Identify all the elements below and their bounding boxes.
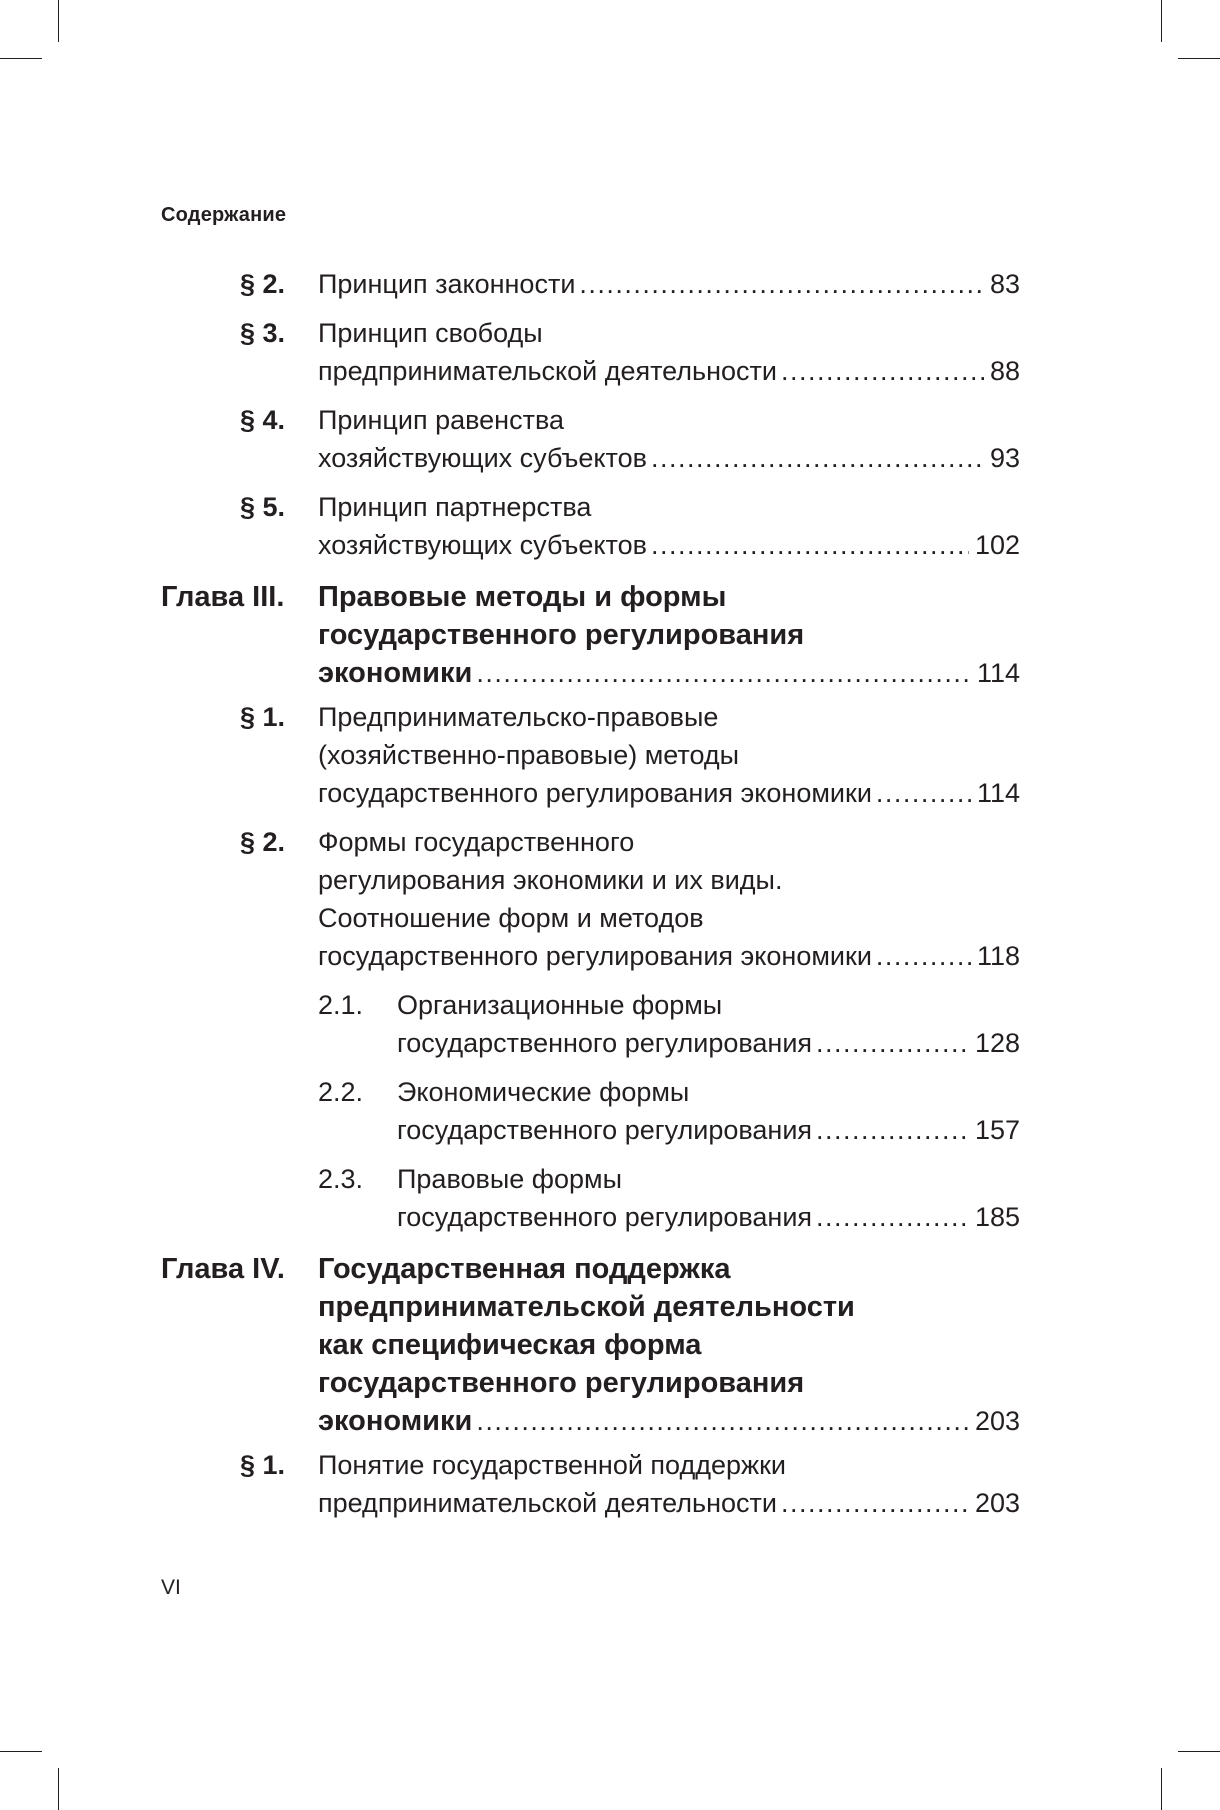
dot-leader: [816, 1024, 969, 1062]
toc-entry: [0, 488, 1220, 564]
toc-entry-title: [318, 488, 1020, 564]
toc-page-number: 88: [989, 356, 1020, 386]
toc-entry: [0, 265, 1220, 303]
toc-page-number: 128: [974, 1028, 1020, 1058]
toc-page-number: 102: [974, 530, 1020, 560]
toc-entry-number: 2.2.: [318, 1077, 364, 1107]
toc-title-line: [397, 1198, 1020, 1236]
toc-title-line: Правовые методы и формы: [318, 581, 727, 613]
toc-entry: [0, 401, 1220, 477]
dot-leader: [476, 654, 971, 692]
crop-mark-top-right: [1161, 0, 1162, 42]
toc-entry-number: § 3.: [240, 318, 286, 348]
toc-title-text: государственного регулирования: [397, 1115, 813, 1145]
crop-mark-top-left: [58, 0, 59, 42]
toc-title-line: Принцип равенства: [318, 405, 565, 435]
toc-entry-title: [318, 698, 1020, 812]
dot-leader: [476, 1402, 969, 1440]
dot-leader: [876, 937, 971, 975]
crop-mark-top-left-h: [0, 58, 42, 59]
toc-entry: [0, 314, 1220, 390]
toc-title-line: Формы государственного: [318, 827, 635, 857]
toc-title-line: Экономические формы: [397, 1077, 690, 1107]
toc-title-line: Принцип свободы: [318, 318, 543, 348]
toc-title-line: регулирования экономики и их виды.: [318, 865, 783, 895]
toc-page-number: 114: [976, 778, 1020, 808]
toc-page-number: 203: [974, 1488, 1020, 1518]
toc-entry: [0, 986, 1220, 1062]
dot-leader: [781, 1484, 969, 1522]
toc-title-text: хозяйствующих субъектов: [318, 530, 647, 560]
dot-leader: [876, 774, 971, 812]
toc-entry-title: [318, 265, 1020, 303]
dot-leader: [816, 1111, 969, 1149]
toc-title-line: [318, 265, 1020, 303]
toc-entry-number: § 2.: [240, 827, 286, 857]
toc-entry-title: [397, 1073, 1020, 1149]
toc-title-line: [318, 352, 1020, 390]
toc-entry-title: [318, 401, 1020, 477]
toc-title-line: как специфическая форма: [318, 1329, 702, 1361]
toc-title-line: [318, 1484, 1020, 1522]
crop-mark-bottom-left: [58, 1768, 59, 1810]
toc-page-number: 114: [976, 658, 1020, 688]
toc-entry-title: [318, 1446, 1020, 1522]
toc-page-number: 93: [989, 443, 1020, 473]
toc-title-text: Принцип законности: [318, 269, 576, 299]
toc-title-text: предпринимательской деятельности: [318, 356, 777, 386]
crop-mark-bottom-left-h: [0, 1751, 42, 1752]
toc-entry-title: [318, 1250, 1020, 1440]
toc-title-line: [397, 1111, 1020, 1149]
toc-page-number: 203: [974, 1406, 1020, 1436]
dot-leader: [781, 352, 984, 390]
toc-entry-number: § 4.: [240, 405, 286, 435]
toc-title-text: экономики: [318, 1405, 473, 1437]
toc-title-line: [318, 937, 1020, 975]
toc-title-text: государственного регулирования экономики: [318, 778, 872, 808]
toc-entry-title: [397, 986, 1020, 1062]
toc-title-text: государственного регулирования: [397, 1028, 813, 1058]
page-folio: VI: [161, 1576, 181, 1599]
toc-title-line: [318, 1402, 1020, 1440]
toc-title-line: [318, 774, 1020, 812]
table-of-contents: [0, 265, 1220, 1533]
toc-title-line: [318, 654, 1020, 692]
toc-entry-number: Глава III.: [161, 581, 285, 613]
toc-title-line: (хозяйственно-правовые) методы: [318, 740, 740, 770]
toc-page-number: 185: [974, 1202, 1020, 1232]
toc-entry-number: § 1.: [240, 702, 286, 732]
toc-title-text: предпринимательской деятельности: [318, 1488, 777, 1518]
dot-leader: [651, 526, 969, 564]
toc-page-number: 157: [974, 1115, 1020, 1145]
dot-leader: [651, 439, 984, 477]
toc-entry-number: § 5.: [240, 492, 286, 522]
toc-entry: [0, 823, 1220, 975]
toc-entry: [0, 698, 1220, 812]
toc-title-line: Государственная поддержка: [318, 1253, 731, 1285]
toc-entry-number: 2.3.: [318, 1164, 364, 1194]
toc-title-line: предпринимательской деятельности: [318, 1291, 855, 1323]
toc-entry-title: [318, 578, 1020, 692]
toc-title-text: хозяйствующих субъектов: [318, 443, 647, 473]
toc-page-number: 118: [976, 941, 1020, 971]
dot-leader: [816, 1198, 969, 1236]
toc-entry: [0, 1073, 1220, 1149]
toc-entry-number: Глава IV.: [161, 1253, 285, 1285]
toc-title-line: Понятие государственной поддержки: [318, 1450, 786, 1480]
toc-entry: [0, 1446, 1220, 1522]
toc-title-text: государственного регулирования: [397, 1202, 813, 1232]
toc-title-text: экономики: [318, 657, 473, 689]
toc-title-line: Организационные формы: [397, 990, 723, 1020]
toc-title-line: Правовые формы: [397, 1164, 622, 1194]
toc-title-line: [318, 439, 1020, 477]
toc-entry: [0, 1250, 1220, 1440]
toc-page-number: 83: [989, 269, 1020, 299]
toc-title-text: государственного регулирования экономики: [318, 941, 872, 971]
toc-title-line: Соотношение форм и методов: [318, 903, 704, 933]
running-head: Содержание: [161, 204, 287, 226]
crop-mark-bottom-right: [1161, 1768, 1162, 1810]
toc-entry-title: [318, 823, 1020, 975]
toc-title-line: [318, 526, 1020, 564]
toc-entry: [0, 1160, 1220, 1236]
crop-mark-bottom-right-h: [1178, 1751, 1220, 1752]
crop-mark-top-right-h: [1178, 58, 1220, 59]
dot-leader: [579, 265, 984, 303]
toc-entry-title: [318, 314, 1020, 390]
toc-entry: [0, 578, 1220, 692]
toc-title-line: государственного регулирования: [318, 1367, 805, 1399]
toc-entry-number: § 1.: [240, 1450, 286, 1480]
toc-entry-title: [397, 1160, 1020, 1236]
toc-entry-number: § 2.: [240, 269, 286, 299]
toc-entry-number: 2.1.: [318, 990, 364, 1020]
toc-title-line: [397, 1024, 1020, 1062]
toc-title-line: государственного регулирования: [318, 619, 805, 651]
toc-title-line: Предпринимательско-правовые: [318, 702, 719, 732]
toc-title-line: Принцип партнерства: [318, 492, 592, 522]
